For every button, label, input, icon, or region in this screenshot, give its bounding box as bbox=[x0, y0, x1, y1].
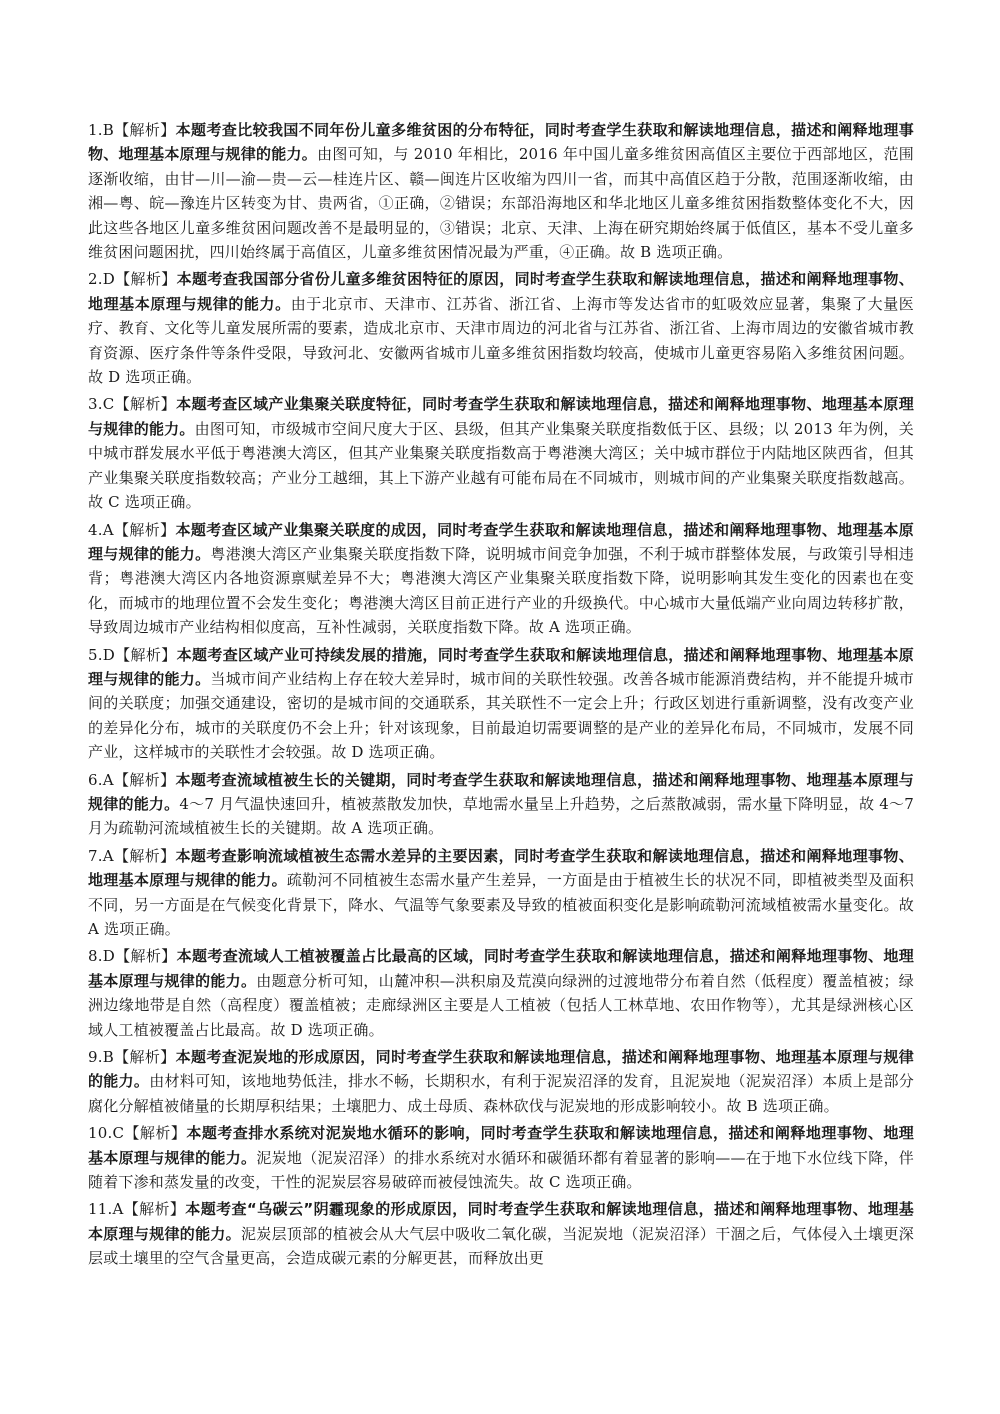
analysis-lead: 本题考查泥炭地的形成原因，同时考查学生获取和解读地理信息，描述和阐释地理事物、地理基本原理与规律的能力。 bbox=[88, 1048, 914, 1091]
analysis-lead: 本题考查排水系统对泥炭地水循环的影响，同时考查学生获取和解读地理信息，描述和阐释地理事物、地理基本原理与规律的能力。 bbox=[88, 1124, 915, 1167]
question-number: 1.B bbox=[88, 121, 114, 139]
answer-item bbox=[88, 392, 914, 514]
analysis-body: 疏勒河不同植被生态需水量产生差异，一方面是由于植被生长的状况不同，即植被类型及面积不同，另一方面是在气候变化背景下，降水、气温等气象要素及导致的植被面积变化是影响疏勒河流域植被需水量变化。故 A 选项正确。 bbox=[88, 871, 914, 938]
analysis-body: 由于北京市、天津市、江苏省、浙江省、上海市等发达省市的虹吸效应显著，集聚了大量医疗、教育、文化等儿童发展所需的要素，造成北京市、天津市周边的河北省与江苏省、浙江省、上海市周边的安徽省城市教育资源、医疗条件等条件受限，导致河北、安徽两省城市儿童多维贫困指数均较高，使城市儿童更容易陷入多维贫困问题。故 D 选项正确。 bbox=[88, 294, 914, 387]
analysis-lead: 本题考查流域人工植被覆盖占比最高的区域，同时考查学生获取和解读地理信息，描述和阐释地理事物、地理基本原理与规律的能力。 bbox=[88, 947, 914, 990]
question-number: 5.D bbox=[88, 645, 115, 664]
analysis-body: 4～7 月气温快速回升，植被蒸散发加快，草地需水量呈上升趋势，之后蒸散减弱，需水量下降明显，故 4～7 月为疏勒河流域植被生长的关键期。故 A 选项正确。 bbox=[88, 794, 914, 838]
analysis-lead: 本题考查区域产业可持续发展的措施，同时考查学生获取和解读地理信息，描述和阐释地理事物、地理基本原理与规律的能力。 bbox=[88, 645, 914, 688]
analysis-lead: 本题考查区域产业集聚关联度的成因，同时考查学生获取和解读地理信息，描述和阐释地理事物、地理基本原理与规律的能力。 bbox=[88, 520, 914, 563]
question-number: 9.B bbox=[88, 1048, 114, 1067]
answer-item bbox=[88, 1121, 914, 1194]
answer-item bbox=[88, 844, 914, 942]
answer-item bbox=[88, 1197, 914, 1270]
analysis-tag: 【解析】 bbox=[113, 1048, 176, 1067]
answer-item bbox=[88, 768, 914, 841]
analysis-lead: 本题考查影响流域植被生态需水差异的主要因素，同时考查学生获取和解读地理信息，描述和阐释地理事物、地理基本原理与规律的能力。 bbox=[88, 846, 914, 890]
analysis-tag: 【解析】 bbox=[123, 1200, 186, 1219]
answer-item bbox=[88, 118, 914, 264]
analysis-body: 泥炭地（泥炭沼泽）的排水系统对水循环和碳循环都有着显著的影响——在于地下水位线下降，伴随着下渗和蒸发量的改变，干性的泥炭层容易破碎而被侵蚀流失。故 C 选项正确。 bbox=[88, 1148, 915, 1192]
question-number: 8.D bbox=[88, 947, 115, 966]
answer-item bbox=[88, 267, 914, 389]
analysis-tag: 【解析】 bbox=[113, 520, 176, 539]
analysis-lead: 本题考查“乌碳云”阴霾现象的形成原因，同时考查学生获取和解读地理信息，描述和阐释地理事物、地理基本原理与规律的能力。 bbox=[88, 1200, 914, 1243]
answer-item bbox=[88, 1045, 914, 1118]
analysis-lead: 本题考查我国部分省份儿童多维贫困特征的原因，同时考查学生获取和解读地理信息，描述和阐释地理事物、地理基本原理与规律的能力。 bbox=[88, 270, 914, 313]
analysis-lead: 本题考查区域产业集聚关联度特征，同时考查学生获取和解读地理信息，描述和阐释地理事物、地理基本原理与规律的能力。 bbox=[88, 395, 914, 438]
analysis-tag: 【解析】 bbox=[113, 846, 176, 865]
analysis-tag: 【解析】 bbox=[124, 1124, 187, 1143]
analysis-body: 由图可知，市级城市空间尺度大于区、县级，但其产业集聚关联度指数低于区、县级；以 2013 年为例，关中城市群发展水平低于粤港澳大湾区，但其产业集聚关联度指数高于粤港澳大湾区；关中城市群位于内陆地区陕西省，但其产业集聚关联度指数较高；产业分工越细，其上下游产业越有可能布局在不同城市，则城市间的产业集聚关联度指数越高。故 C 选项正确。 bbox=[88, 419, 914, 512]
question-number: 11.A bbox=[88, 1200, 124, 1219]
answer-item bbox=[88, 944, 914, 1042]
question-number: 2.D bbox=[88, 270, 115, 289]
answer-explanations bbox=[88, 118, 914, 1274]
analysis-body: 由图可知，与 2010 年相比，2016 年中国儿童多维贫困高值区主要位于西部地区，范围逐渐收缩，由甘—川—渝—贵—云—桂连片区、赣—闽连片区收缩为四川一省，而其中高值区趋于分散，范围逐渐收缩，由湘—粤、皖—豫连片区转变为甘、贵两省，①正确，②错误；东部沿海地区和华北地区儿童多维贫困指数整体变化不大，因此这些各地区儿童多维贫困问题改善不是最明显的，③错误；北京、天津、上海在研究期始终属于低值区，基本不受儿童多维贫困问题困扰，四川始终属于高值区，儿童多维贫困情况最为严重，④正确。故 B 选项正确。 bbox=[88, 145, 914, 262]
analysis-tag: 【解析】 bbox=[113, 121, 176, 139]
question-number: 3.C bbox=[88, 395, 115, 414]
analysis-tag: 【解析】 bbox=[114, 395, 177, 414]
analysis-tag: 【解析】 bbox=[114, 947, 177, 966]
analysis-lead: 本题考查流域植被生长的关键期，同时考查学生获取和解读地理信息，描述和阐释地理事物、地理基本原理与规律的能力。 bbox=[88, 770, 914, 813]
analysis-body: 由材料可知，该地地势低洼，排水不畅，长期积水，有利于泥炭沼泽的发育，且泥炭地（泥炭沼泽）本质上是部分腐化分解植被储量的长期厚积结果；土壤肥力、成土母质、森林砍伐与泥炭地的形成影响较小。故 B 选项正确。 bbox=[88, 1072, 914, 1115]
analysis-body: 泥炭层顶部的植被会从大气层中吸收二氧化碳，当泥炭地（泥炭沼泽）干涸之后，气体侵入土壤更深层或土壤里的空气含量更高，会造成碳元素的分解更甚，而释放出更 bbox=[88, 1224, 914, 1268]
question-number: 10.C bbox=[88, 1124, 125, 1143]
analysis-tag: 【解析】 bbox=[114, 270, 177, 289]
answer-item bbox=[88, 518, 914, 640]
analysis-lead: 本题考查比较我国不同年份儿童多维贫困的分布特征，同时考查学生获取和解读地理信息，描述和阐释地理事物、地理基本原理与规律的能力。 bbox=[88, 121, 914, 164]
question-number: 4.A bbox=[88, 520, 114, 539]
analysis-body: 由题意分析可知，山麓冲积—洪积扇及荒漠向绿洲的过渡地带分布着自然（低程度）覆盖植被；绿洲边缘地带是自然（高程度）覆盖植被；走廊绿洲区主要是人工植被（包括人工林草地、农田作物等），尤其是绿洲核心区域人工植被覆盖占比最高。故 D 选项正确。 bbox=[88, 971, 914, 1039]
analysis-body: 当城市间产业结构上存在较大差异时，城市间的关联性较强。改善各城市能源消费结构，并不能提升城市间的关联度；加强交通建设，密切的是城市间的交通联系，其关联性不一定会上升；行政区划进行重新调整，没有改变产业的差异化分布，城市的关联度仍不会上升；针对该现象，目前最迫切需要调整的是产业的差异化布局，不同城市，发展不同产业，这样城市的关联性才会较强。故 D 选项正确。 bbox=[88, 669, 914, 762]
question-number: 7.A bbox=[88, 846, 114, 865]
question-number: 6.A bbox=[88, 770, 114, 789]
analysis-tag: 【解析】 bbox=[114, 645, 177, 664]
analysis-body: 粤港澳大湾区产业集聚关联度指数下降，说明城市间竞争加强，不利于城市群整体发展，与政策引导相违背；粤港澳大湾区内各地资源禀赋差异不大；粤港澳大湾区产业集聚关联度指数下降，说明影响其发生变化的因素也在变化，而城市的地理位置不会发生变化；粤港澳大湾区目前正进行产业的升级换代。中心城市大量低端产业向周边转移扩散，导致周边城市产业结构相似度高，互补性减弱，关联度指数下降。故 A 选项正确。 bbox=[88, 544, 914, 637]
analysis-tag: 【解析】 bbox=[113, 770, 176, 789]
answer-item bbox=[88, 643, 914, 765]
